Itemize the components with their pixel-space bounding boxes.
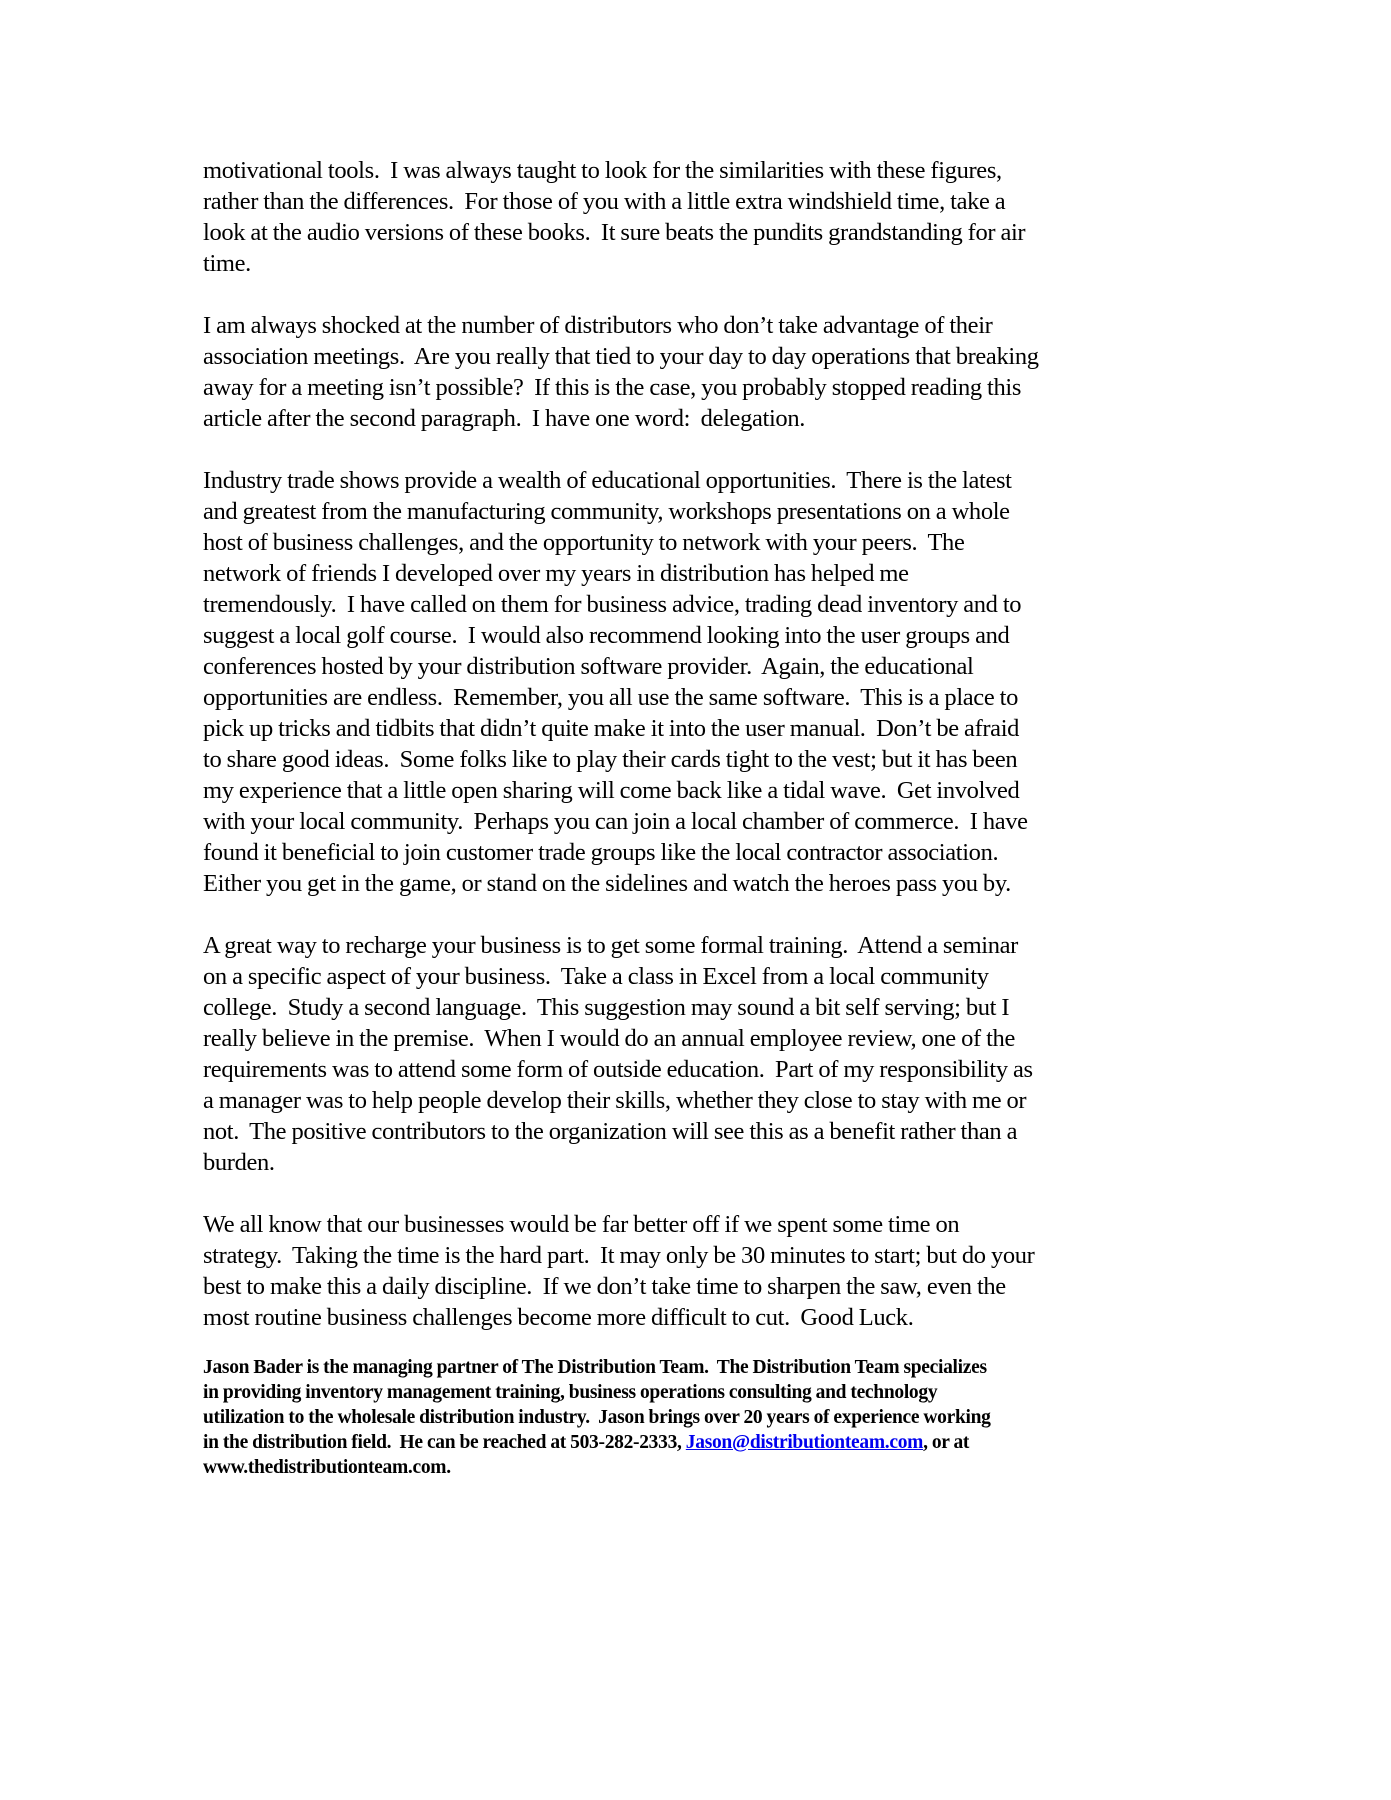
- paragraph-1: [203, 155, 1203, 279]
- bio-line: in providing inventory management training, business operations consulting and technology: [203, 1382, 938, 1403]
- text-line: found it beneficial to join customer trade groups like the local contractor association.: [203, 839, 999, 866]
- bio-line: Jason Bader is the managing partner of The Distribution Team. The Distribution Team specializes: [203, 1357, 987, 1378]
- text-line: on a specific aspect of your business. Take a class in Excel from a local community: [203, 963, 989, 990]
- text-line: A great way to recharge your business is to get some formal training. Attend a seminar: [203, 932, 1018, 959]
- text-line: host of business challenges, and the opportunity to network with your peers. The: [203, 529, 965, 556]
- text-line: look at the audio versions of these books. It sure beats the pundits grandstanding for air: [203, 219, 1026, 246]
- text-line: not. The positive contributors to the organization will see this as a benefit rather than a: [203, 1118, 1018, 1145]
- text-line: Industry trade shows provide a wealth of educational opportunities. There is the latest: [203, 467, 1012, 494]
- text-line: with your local community. Perhaps you can join a local chamber of commerce. I have: [203, 808, 1028, 835]
- text-line: strategy. Taking the time is the hard part. It may only be 30 minutes to start; but do your: [203, 1242, 1035, 1269]
- author-bio: [203, 1355, 1203, 1480]
- text-line: to share good ideas. Some folks like to play their cards tight to the vest; but it has been: [203, 746, 1018, 773]
- text-line: my experience that a little open sharing will come back like a tidal wave. Get involved: [203, 777, 1020, 804]
- text-line: association meetings. Are you really that tied to your day to day operations that breaking: [203, 343, 1039, 370]
- text-line: tremendously. I have called on them for business advice, trading dead inventory and to: [203, 591, 1022, 618]
- text-line: time.: [203, 250, 251, 277]
- text-line: rather than the differences. For those of you with a little extra windshield time, take a: [203, 188, 1006, 215]
- article-body: [203, 155, 1203, 1333]
- text-line: I am always shocked at the number of distributors who don’t take advantage of their: [203, 312, 993, 339]
- text-line: motivational tools. I was always taught to look for the similarities with these figures,: [203, 157, 1002, 184]
- bio-line-contact: [203, 1430, 1203, 1455]
- paragraph-4: [203, 930, 1203, 1178]
- website-text: www.thedistributionteam.com.: [203, 1457, 451, 1478]
- text-line: and greatest from the manufacturing community, workshops presentations on a whole: [203, 498, 1010, 525]
- text-line: opportunities are endless. Remember, you all use the same software. This is a place to: [203, 684, 1018, 711]
- email-link[interactable]: Jason@distributionteam.com: [685, 1432, 924, 1453]
- text-line: pick up tricks and tidbits that didn’t quite make it into the user manual. Don’t be afraid: [203, 715, 1020, 742]
- text-line: requirements was to attend some form of outside education. Part of my responsibility as: [203, 1056, 1033, 1083]
- bio-line: utilization to the wholesale distribution industry. Jason brings over 20 years of experience working: [203, 1407, 991, 1428]
- bio-contact-text: in the distribution field. He can be reached at 503-282-2333,: [203, 1432, 686, 1453]
- text-line: most routine business challenges become more difficult to cut. Good Luck.: [203, 1304, 914, 1331]
- document-page: [203, 155, 1203, 1480]
- paragraph-3: [203, 465, 1203, 899]
- text-line: Either you get in the game, or stand on the sidelines and watch the heroes pass you by.: [203, 870, 1011, 897]
- paragraph-5: [203, 1209, 1203, 1333]
- text-line: burden.: [203, 1149, 275, 1176]
- text-line: best to make this a daily discipline. If we don’t take time to sharpen the saw, even the: [203, 1273, 1006, 1300]
- text-line: conferences hosted by your distribution software provider. Again, the educational: [203, 653, 974, 680]
- text-line: article after the second paragraph. I have one word: delegation.: [203, 405, 805, 432]
- text-line: really believe in the premise. When I would do an annual employee review, one of the: [203, 1025, 1015, 1052]
- text-line: away for a meeting isn’t possible? If this is the case, you probably stopped reading this: [203, 374, 1022, 401]
- paragraph-2: [203, 310, 1203, 434]
- text-line: a manager was to help people develop their skills, whether they close to stay with me or: [203, 1087, 1027, 1114]
- text-line: suggest a local golf course. I would also recommend looking into the user groups and: [203, 622, 1010, 649]
- bio-contact-text-after: , or at: [923, 1432, 970, 1453]
- text-line: network of friends I developed over my years in distribution has helped me: [203, 560, 909, 587]
- text-line: We all know that our businesses would be far better off if we spent some time on: [203, 1211, 960, 1238]
- text-line: college. Study a second language. This suggestion may sound a bit self serving; but I: [203, 994, 1010, 1021]
